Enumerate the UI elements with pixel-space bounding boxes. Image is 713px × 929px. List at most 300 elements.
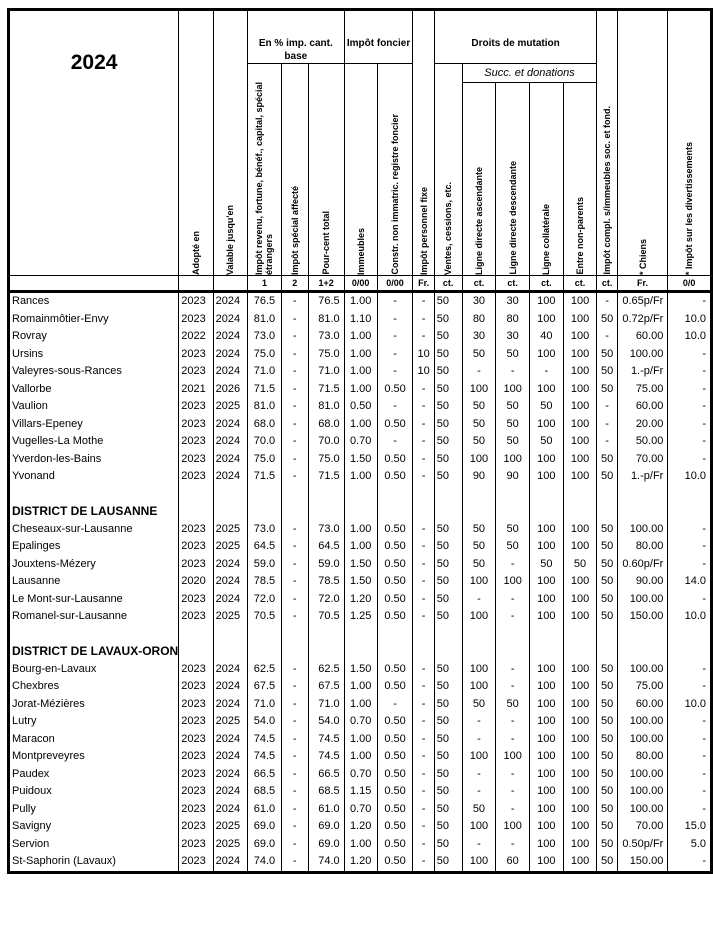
table-cell: 0.50 bbox=[377, 748, 413, 766]
table-cell: 100 bbox=[496, 451, 530, 469]
table-cell: 1.20 bbox=[344, 818, 377, 836]
header-ligne-directe-ascendante: Ligne directe ascendante bbox=[462, 83, 496, 276]
table-cell: 20.00 bbox=[617, 416, 668, 434]
commune-name: Savigny bbox=[9, 818, 179, 836]
table-cell: 100 bbox=[563, 346, 597, 364]
table-cell: 50 bbox=[597, 381, 617, 399]
table-cell: 100 bbox=[530, 801, 564, 819]
table-cell: - bbox=[668, 853, 712, 872]
table-cell: 100 bbox=[530, 451, 564, 469]
table-cell: 15.0 bbox=[668, 818, 712, 836]
table-row bbox=[9, 468, 712, 486]
unit-cell: ct. bbox=[434, 276, 462, 292]
table-cell: 50 bbox=[496, 416, 530, 434]
table-cell: 50 bbox=[597, 836, 617, 854]
table-cell: 2023 bbox=[179, 416, 213, 434]
table-cell: 0.60p/Fr bbox=[617, 556, 668, 574]
commune-name: Rances bbox=[9, 292, 179, 311]
table-row bbox=[9, 416, 712, 434]
table-cell: 50.00 bbox=[617, 433, 668, 451]
table-cell: 50 bbox=[530, 556, 564, 574]
table-cell: 62.5 bbox=[308, 661, 344, 679]
table-cell: 69.0 bbox=[308, 836, 344, 854]
table-cell: - bbox=[668, 416, 712, 434]
table-cell: 73.0 bbox=[247, 521, 281, 539]
table-cell: 2023 bbox=[179, 678, 213, 696]
table-cell: - bbox=[413, 713, 434, 731]
header-ventes-cessions: Ventes, cessions, etc. bbox=[434, 64, 462, 276]
table-cell: - bbox=[413, 416, 434, 434]
commune-name: Puidoux bbox=[9, 783, 179, 801]
table-cell: 100 bbox=[462, 748, 496, 766]
table-cell: - bbox=[668, 521, 712, 539]
table-cell: 90 bbox=[462, 468, 496, 486]
table-cell: - bbox=[413, 311, 434, 329]
table-body bbox=[9, 292, 712, 873]
table-cell: 2025 bbox=[213, 713, 247, 731]
table-cell: 1.20 bbox=[344, 591, 377, 609]
table-cell: 50 bbox=[434, 818, 462, 836]
table-cell: 50 bbox=[434, 731, 462, 749]
table-cell: 72.0 bbox=[308, 591, 344, 609]
table-cell: 70.0 bbox=[247, 433, 281, 451]
table-cell: 74.0 bbox=[308, 853, 344, 872]
table-cell: 100 bbox=[530, 731, 564, 749]
table-cell: 2025 bbox=[213, 398, 247, 416]
table-cell: 2023 bbox=[179, 853, 213, 872]
table-row bbox=[9, 433, 712, 451]
table-cell: 50 bbox=[434, 766, 462, 784]
table-cell: 2024 bbox=[213, 311, 247, 329]
table-cell: - bbox=[668, 538, 712, 556]
table-cell: 71.5 bbox=[308, 381, 344, 399]
table-cell: 100 bbox=[563, 416, 597, 434]
table-cell: 0.50 bbox=[377, 591, 413, 609]
table-cell: 100 bbox=[530, 678, 564, 696]
table-cell: 50 bbox=[434, 416, 462, 434]
table-cell: - bbox=[377, 292, 413, 311]
table-row bbox=[9, 766, 712, 784]
unit-cell bbox=[213, 276, 247, 292]
table-row bbox=[9, 292, 712, 311]
table-cell: 100 bbox=[563, 608, 597, 626]
table-cell: 50 bbox=[434, 608, 462, 626]
table-cell: 2024 bbox=[213, 451, 247, 469]
table-cell: 50 bbox=[434, 328, 462, 346]
table-cell: 76.5 bbox=[308, 292, 344, 311]
commune-name: Villars-Epeney bbox=[9, 416, 179, 434]
table-cell: 2024 bbox=[213, 801, 247, 819]
table-cell: 50 bbox=[597, 801, 617, 819]
table-cell: 71.0 bbox=[247, 363, 281, 381]
table-cell: 2025 bbox=[213, 538, 247, 556]
table-cell: 50 bbox=[462, 416, 496, 434]
table-cell: 0.50 bbox=[377, 538, 413, 556]
table-cell: 2023 bbox=[179, 363, 213, 381]
table-cell: - bbox=[496, 713, 530, 731]
table-cell: - bbox=[413, 468, 434, 486]
table-cell: - bbox=[462, 766, 496, 784]
table-cell: - bbox=[496, 836, 530, 854]
table-cell: - bbox=[496, 661, 530, 679]
table-cell: 0.50p/Fr bbox=[617, 836, 668, 854]
table-cell: 100 bbox=[530, 696, 564, 714]
header-entre-non-parents: Entre non-parents bbox=[563, 83, 597, 276]
table-cell: 2024 bbox=[213, 696, 247, 714]
table-row bbox=[9, 328, 712, 346]
header-ligne-collaterale: Ligne collatérale bbox=[530, 83, 564, 276]
table-cell: 74.5 bbox=[247, 748, 281, 766]
table-cell: 100.00 bbox=[617, 591, 668, 609]
table-cell: 66.5 bbox=[308, 766, 344, 784]
table-cell: - bbox=[597, 328, 617, 346]
table-cell: 2023 bbox=[179, 661, 213, 679]
table-cell: - bbox=[377, 398, 413, 416]
table-cell: - bbox=[281, 381, 308, 399]
table-cell: 2023 bbox=[179, 538, 213, 556]
table-cell: - bbox=[281, 853, 308, 872]
table-cell: 1.50 bbox=[344, 451, 377, 469]
table-cell: 100 bbox=[563, 783, 597, 801]
table-cell: 50 bbox=[496, 521, 530, 539]
unit-cell: ct. bbox=[462, 276, 496, 292]
table-cell: 2023 bbox=[179, 521, 213, 539]
table-cell: - bbox=[413, 696, 434, 714]
table-cell: 71.5 bbox=[308, 468, 344, 486]
table-cell: 2024 bbox=[213, 783, 247, 801]
table-cell: - bbox=[668, 363, 712, 381]
table-cell: 59.0 bbox=[308, 556, 344, 574]
table-cell: 1.00 bbox=[344, 748, 377, 766]
header-chiens: * Chiens bbox=[617, 10, 668, 276]
commune-name: Pully bbox=[9, 801, 179, 819]
table-cell: - bbox=[281, 311, 308, 329]
table-cell: 50 bbox=[597, 591, 617, 609]
table-cell: 50 bbox=[462, 433, 496, 451]
spacer-row bbox=[9, 486, 712, 495]
table-cell: 50 bbox=[434, 381, 462, 399]
table-cell: 100 bbox=[563, 713, 597, 731]
table-cell: 1.00 bbox=[344, 363, 377, 381]
table-cell: 73.0 bbox=[308, 328, 344, 346]
table-cell: 80.00 bbox=[617, 538, 668, 556]
table-cell: 100.00 bbox=[617, 346, 668, 364]
table-cell: 69.0 bbox=[308, 818, 344, 836]
table-cell: - bbox=[597, 433, 617, 451]
table-cell: 100 bbox=[530, 591, 564, 609]
table-cell: 100 bbox=[530, 416, 564, 434]
table-cell: 2025 bbox=[213, 836, 247, 854]
table-cell: 10 bbox=[413, 346, 434, 364]
table-cell: 61.0 bbox=[247, 801, 281, 819]
table-cell: 50 bbox=[434, 696, 462, 714]
commune-name: Montpreveyres bbox=[9, 748, 179, 766]
commune-name: Jorat-Mézières bbox=[9, 696, 179, 714]
table-cell: 0.70 bbox=[344, 801, 377, 819]
table-cell: - bbox=[496, 801, 530, 819]
table-cell: 1.00 bbox=[344, 678, 377, 696]
header-impot-special-affecte: Impôt spécial affecté bbox=[281, 64, 308, 276]
table-row bbox=[9, 608, 712, 626]
table-cell: 50 bbox=[434, 556, 462, 574]
table-cell: 100 bbox=[462, 661, 496, 679]
table-cell: 0.70 bbox=[344, 713, 377, 731]
header-immeubles: Immeubles bbox=[344, 64, 377, 276]
table-cell: 2021 bbox=[179, 381, 213, 399]
commune-name: Paudex bbox=[9, 766, 179, 784]
unit-cell bbox=[179, 276, 213, 292]
table-cell: 30 bbox=[462, 292, 496, 311]
table-cell: 2023 bbox=[179, 311, 213, 329]
table-cell: 100 bbox=[462, 381, 496, 399]
table-cell: - bbox=[281, 591, 308, 609]
table-cell: 100 bbox=[563, 398, 597, 416]
table-cell: 150.00 bbox=[617, 853, 668, 872]
table-cell: 2023 bbox=[179, 608, 213, 626]
table-cell: 30 bbox=[462, 328, 496, 346]
table-cell: 50 bbox=[597, 783, 617, 801]
table-cell: 100 bbox=[530, 573, 564, 591]
table-cell: 66.5 bbox=[247, 766, 281, 784]
table-cell: - bbox=[668, 556, 712, 574]
table-cell: 50 bbox=[434, 538, 462, 556]
table-cell: 1.50 bbox=[344, 573, 377, 591]
table-cell: 54.0 bbox=[247, 713, 281, 731]
table-row bbox=[9, 538, 712, 556]
commune-name: Romainmôtier-Envy bbox=[9, 311, 179, 329]
table-cell: 1.00 bbox=[344, 328, 377, 346]
table-cell: - bbox=[281, 292, 308, 311]
table-cell: - bbox=[462, 731, 496, 749]
table-cell: 50 bbox=[434, 451, 462, 469]
table-cell: - bbox=[377, 433, 413, 451]
table-cell: 71.5 bbox=[247, 381, 281, 399]
table-cell: - bbox=[668, 381, 712, 399]
table-cell: 50 bbox=[597, 363, 617, 381]
table-cell: - bbox=[496, 556, 530, 574]
table-cell: 68.0 bbox=[308, 416, 344, 434]
table-cell: - bbox=[377, 363, 413, 381]
table-cell: 2023 bbox=[179, 731, 213, 749]
table-cell: 50 bbox=[597, 818, 617, 836]
table-row bbox=[9, 696, 712, 714]
table-cell: - bbox=[377, 346, 413, 364]
table-cell: 50 bbox=[434, 468, 462, 486]
table-cell: 10.0 bbox=[668, 608, 712, 626]
table-cell: 50 bbox=[496, 538, 530, 556]
table-cell: 2024 bbox=[213, 853, 247, 872]
table-cell: 69.0 bbox=[247, 836, 281, 854]
table-cell: 72.0 bbox=[247, 591, 281, 609]
table-cell: 100 bbox=[530, 713, 564, 731]
table-cell: - bbox=[413, 801, 434, 819]
table-cell: - bbox=[413, 661, 434, 679]
table-cell: 81.0 bbox=[247, 398, 281, 416]
table-cell: 0.50 bbox=[377, 468, 413, 486]
header-ligne-directe-descendante: Ligne directe descendante bbox=[496, 83, 530, 276]
table-cell: 1.-p/Fr bbox=[617, 363, 668, 381]
table-cell: - bbox=[496, 608, 530, 626]
unit-cell: ct. bbox=[496, 276, 530, 292]
table-cell: 0.70 bbox=[344, 766, 377, 784]
commune-name: Rovray bbox=[9, 328, 179, 346]
table-cell: 73.0 bbox=[308, 521, 344, 539]
table-cell: 74.5 bbox=[308, 731, 344, 749]
table-cell: 100 bbox=[530, 836, 564, 854]
table-cell: 69.0 bbox=[247, 818, 281, 836]
table-cell: 1.25 bbox=[344, 608, 377, 626]
header-impot-divertissements: * Impôt sur les divertissements bbox=[668, 10, 712, 276]
table-cell: 2023 bbox=[179, 801, 213, 819]
table-cell: - bbox=[668, 766, 712, 784]
table-cell: 50 bbox=[597, 713, 617, 731]
table-cell: 14.0 bbox=[668, 573, 712, 591]
table-cell: 0.72p/Fr bbox=[617, 311, 668, 329]
table-cell: - bbox=[281, 433, 308, 451]
table-cell: 2023 bbox=[179, 591, 213, 609]
table-cell: - bbox=[668, 713, 712, 731]
table-cell: 50 bbox=[597, 346, 617, 364]
header-constr-non-immatric: Constr. non immatric. registre foncier bbox=[377, 64, 413, 276]
table-cell: - bbox=[413, 853, 434, 872]
table-row bbox=[9, 381, 712, 399]
table-cell: - bbox=[281, 573, 308, 591]
table-cell: 0.50 bbox=[377, 556, 413, 574]
table-cell: 90 bbox=[496, 468, 530, 486]
table-cell: 10.0 bbox=[668, 468, 712, 486]
unit-cell bbox=[9, 276, 179, 292]
table-cell: 74.5 bbox=[247, 731, 281, 749]
table-cell: 60.00 bbox=[617, 398, 668, 416]
table-cell: 1.00 bbox=[344, 346, 377, 364]
table-cell: - bbox=[668, 801, 712, 819]
table-cell: 50 bbox=[434, 292, 462, 311]
table-cell: 0.50 bbox=[377, 451, 413, 469]
table-cell: 50 bbox=[597, 766, 617, 784]
table-cell: 50 bbox=[434, 801, 462, 819]
commune-name: Romanel-sur-Lausanne bbox=[9, 608, 179, 626]
table-cell: 64.5 bbox=[247, 538, 281, 556]
table-cell: 50 bbox=[462, 538, 496, 556]
table-row bbox=[9, 451, 712, 469]
table-cell: - bbox=[281, 363, 308, 381]
table-cell: 2023 bbox=[179, 713, 213, 731]
table-cell: 100 bbox=[462, 678, 496, 696]
page-title: 2024 bbox=[9, 10, 179, 276]
table-cell: 1.00 bbox=[344, 292, 377, 311]
table-cell: 2023 bbox=[179, 836, 213, 854]
table-cell: - bbox=[281, 696, 308, 714]
table-cell: 40 bbox=[530, 328, 564, 346]
table-cell: 50 bbox=[597, 678, 617, 696]
header-impot-compl-immeubles: Impôt compl. s/immeubles soc. et fond. bbox=[597, 10, 617, 276]
table-cell: - bbox=[413, 731, 434, 749]
table-cell: 50 bbox=[434, 713, 462, 731]
table-cell: 0.50 bbox=[377, 853, 413, 872]
table-cell: 100 bbox=[563, 433, 597, 451]
commune-name: Servion bbox=[9, 836, 179, 854]
table-cell: 1.00 bbox=[344, 731, 377, 749]
table-cell: 74.5 bbox=[308, 748, 344, 766]
header-adopte-en: Adopté en bbox=[179, 10, 213, 276]
table-cell: - bbox=[281, 521, 308, 539]
unit-cell: 1 bbox=[247, 276, 281, 292]
header-succ-donations: Succ. et donations bbox=[462, 64, 597, 83]
table-cell: - bbox=[377, 696, 413, 714]
commune-name: Ursins bbox=[9, 346, 179, 364]
table-cell: 100.00 bbox=[617, 766, 668, 784]
table-cell: 100.00 bbox=[617, 661, 668, 679]
table-cell: 61.0 bbox=[308, 801, 344, 819]
table-cell: 0.50 bbox=[377, 783, 413, 801]
table-row bbox=[9, 731, 712, 749]
table-cell: 50 bbox=[434, 363, 462, 381]
commune-name: Chexbres bbox=[9, 678, 179, 696]
table-cell: 100.00 bbox=[617, 783, 668, 801]
table-cell: 2025 bbox=[213, 521, 247, 539]
table-cell: 2022 bbox=[179, 328, 213, 346]
table-cell: 100 bbox=[530, 766, 564, 784]
table-cell: 75.00 bbox=[617, 381, 668, 399]
commune-name: Cheseaux-sur-Lausanne bbox=[9, 521, 179, 539]
table-cell: 70.00 bbox=[617, 818, 668, 836]
commune-name: Epalinges bbox=[9, 538, 179, 556]
table-cell: 2024 bbox=[213, 346, 247, 364]
table-cell: 2023 bbox=[179, 766, 213, 784]
table-cell: 1.00 bbox=[344, 416, 377, 434]
table-cell: - bbox=[413, 433, 434, 451]
table-cell: 100 bbox=[563, 468, 597, 486]
table-cell: 50 bbox=[597, 468, 617, 486]
table-cell: 50 bbox=[597, 451, 617, 469]
table-row bbox=[9, 713, 712, 731]
table-cell: 80 bbox=[462, 311, 496, 329]
table-cell: 81.0 bbox=[308, 311, 344, 329]
table-cell: 100 bbox=[563, 381, 597, 399]
table-cell: - bbox=[413, 783, 434, 801]
table-cell: - bbox=[281, 346, 308, 364]
table-cell: 0.50 bbox=[377, 801, 413, 819]
table-cell: 50 bbox=[597, 573, 617, 591]
table-cell: - bbox=[668, 433, 712, 451]
table-cell: 76.5 bbox=[247, 292, 281, 311]
table-cell: 70.0 bbox=[308, 433, 344, 451]
table-cell: - bbox=[377, 328, 413, 346]
table-cell: - bbox=[668, 783, 712, 801]
table-cell: 68.5 bbox=[247, 783, 281, 801]
table-cell: - bbox=[281, 766, 308, 784]
table-cell: - bbox=[413, 836, 434, 854]
table-cell: - bbox=[413, 591, 434, 609]
table-cell: 50 bbox=[563, 556, 597, 574]
table-cell: 0.50 bbox=[377, 678, 413, 696]
table-cell: 70.5 bbox=[247, 608, 281, 626]
table-cell: 1.50 bbox=[344, 556, 377, 574]
table-cell: 100 bbox=[530, 311, 564, 329]
commune-name: Lausanne bbox=[9, 573, 179, 591]
table-cell: 50 bbox=[434, 591, 462, 609]
table-cell: 50 bbox=[434, 433, 462, 451]
header-group-impot-cant: En % imp. cant. base bbox=[247, 10, 344, 64]
table-cell: - bbox=[597, 292, 617, 311]
table-cell: 0.70 bbox=[344, 433, 377, 451]
table-row bbox=[9, 573, 712, 591]
table-cell: - bbox=[668, 661, 712, 679]
table-cell: 71.0 bbox=[308, 696, 344, 714]
table-cell: 0.50 bbox=[377, 608, 413, 626]
commune-name: Bourg-en-Lavaux bbox=[9, 661, 179, 679]
table-cell: 2023 bbox=[179, 818, 213, 836]
